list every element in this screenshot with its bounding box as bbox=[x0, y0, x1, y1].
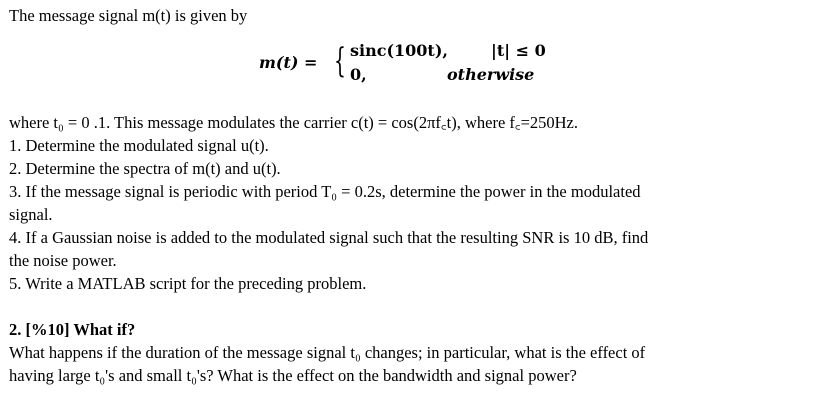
equation-case-2-condition: otherwise bbox=[447, 65, 535, 84]
question-5: 5. Write a MATLAB script for the preceding problem. bbox=[9, 274, 367, 293]
equation-case-1-condition: |t| ≤ 0 bbox=[491, 41, 546, 60]
problem-body bbox=[9, 111, 829, 295]
message-signal-equation bbox=[9, 27, 829, 111]
equation-case-1-value: sinc(100t), bbox=[350, 41, 448, 60]
problem-page bbox=[9, 4, 829, 387]
equation-case-2-value: 0, bbox=[350, 65, 367, 84]
section-spacer bbox=[9, 295, 829, 318]
question-1: 1. Determine the modulated signal u(t). bbox=[9, 136, 269, 155]
section-2-line-1: What happens if the duration of the message signal t₀ changes; in particular, what is the effect of bbox=[9, 343, 646, 362]
question-4-line-2: the noise power. bbox=[9, 251, 117, 270]
question-2: 2. Determine the spectra of m(t) and u(t). bbox=[9, 159, 281, 178]
section-2-heading: 2. [%10] What if? bbox=[9, 320, 136, 339]
carrier-description: where t₀ = 0 .1. This message modulates the carrier c(t) = cos(2πf꜀t), where f꜀=250Hz. bbox=[9, 113, 579, 132]
intro-text: The message signal m(t) is given by bbox=[9, 6, 248, 25]
left-brace-icon: { bbox=[334, 41, 346, 81]
question-3-line-1: 3. If the message signal is periodic with period T₀ = 0.2s, determine the power in the modulated bbox=[9, 182, 641, 201]
question-3-line-2: signal. bbox=[9, 205, 53, 224]
equation-lhs: m(t) = bbox=[259, 53, 318, 72]
question-4-line-1: 4. If a Gaussian noise is added to the modulated signal such that the resulting SNR is 10 dB, find bbox=[9, 228, 649, 247]
section-2-line-2: having large t₀'s and small t₀'s? What is the effect on the bandwidth and signal power? bbox=[9, 366, 577, 385]
